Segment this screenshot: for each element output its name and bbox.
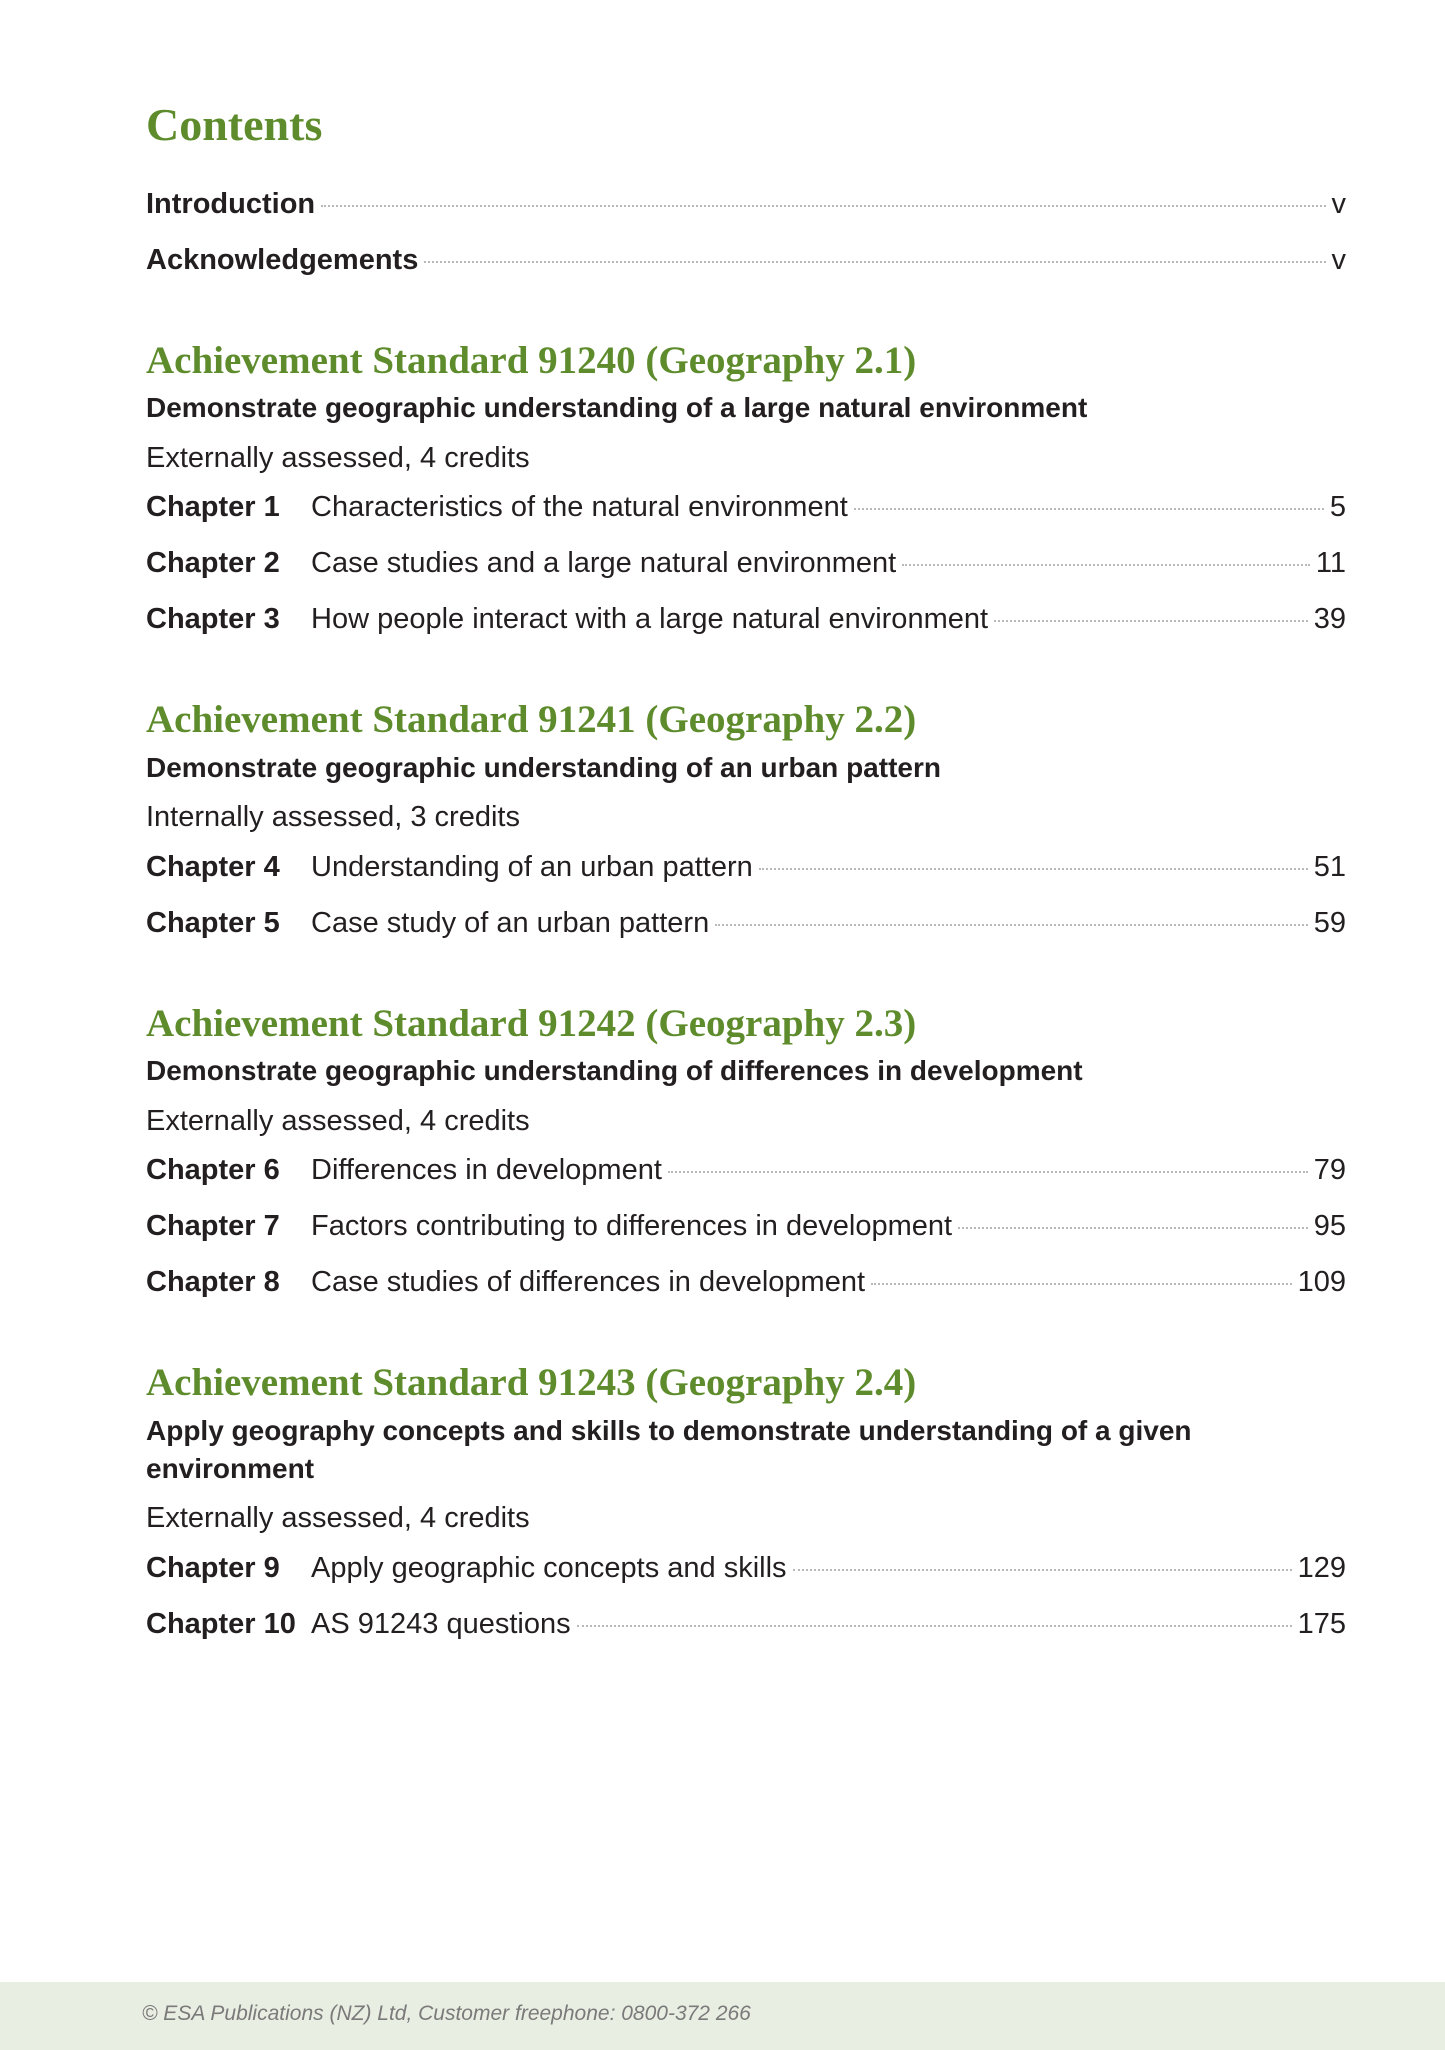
standard-heading: Achievement Standard 91241 (Geography 2.2) — [146, 698, 917, 742]
toc-entry-introduction[interactable] — [146, 187, 1346, 243]
chapter-title: Case studies of differences in development — [311, 1266, 866, 1299]
footer-band — [0, 1982, 1445, 2050]
dot-leader — [321, 205, 1325, 207]
standard-section-91242 — [146, 1002, 1346, 1322]
toc-page-number: 109 — [1297, 1266, 1346, 1299]
chapter-title: Apply geographic concepts and skills — [311, 1551, 787, 1584]
standard-section-91243 — [146, 1361, 1346, 1663]
dot-leader — [715, 924, 1308, 926]
dot-leader — [854, 508, 1324, 510]
dot-leader — [958, 1227, 1308, 1229]
toc-entry-chapter-9[interactable] — [146, 1551, 1346, 1607]
toc-entry-chapter-10[interactable] — [146, 1607, 1346, 1663]
chapter-label: Chapter 1 — [146, 491, 280, 524]
chapter-title: How people interact with a large natural environment — [311, 603, 989, 636]
page-title: Contents — [146, 99, 323, 150]
dot-leader — [994, 620, 1308, 622]
toc-entry-chapter-5[interactable] — [146, 906, 1346, 962]
standard-description: Demonstrate geographic understanding of differences in development — [146, 1055, 1083, 1087]
standard-assessment: Externally assessed, 4 credits — [146, 441, 530, 474]
standard-heading: Achievement Standard 91240 (Geography 2.1) — [146, 338, 917, 382]
chapter-title: Case studies and a large natural environment — [311, 547, 897, 580]
dot-leader — [871, 1283, 1292, 1285]
toc-entry-acknowledgements[interactable] — [146, 243, 1346, 299]
chapter-label: Chapter 10 — [146, 1607, 296, 1640]
toc-page-number: 59 — [1313, 906, 1346, 939]
dot-leader — [424, 261, 1325, 263]
standard-heading: Achievement Standard 91243 (Geography 2.4) — [146, 1361, 917, 1405]
dot-leader — [759, 868, 1308, 870]
standard-heading: Achievement Standard 91242 (Geography 2.3) — [146, 1001, 917, 1045]
toc-entry-chapter-1[interactable] — [146, 490, 1346, 546]
standard-assessment: Externally assessed, 4 credits — [146, 1104, 530, 1137]
chapter-label: Chapter 5 — [146, 906, 280, 939]
chapter-title: AS 91243 questions — [311, 1607, 571, 1640]
toc-entry-chapter-6[interactable] — [146, 1153, 1346, 1209]
toc-page-number: v — [1331, 187, 1346, 220]
chapter-label: Chapter 9 — [146, 1551, 280, 1584]
toc-entry-chapter-8[interactable] — [146, 1265, 1346, 1321]
toc-page-number: 39 — [1313, 603, 1346, 636]
toc-entry-label: Introduction — [146, 187, 316, 220]
toc-page-number: v — [1331, 243, 1346, 276]
chapter-title: Factors contributing to differences in development — [311, 1210, 953, 1243]
dot-leader — [902, 564, 1310, 566]
toc-page-number: 175 — [1297, 1607, 1346, 1640]
standard-assessment: Externally assessed, 4 credits — [146, 1502, 530, 1535]
front-matter-list — [146, 187, 1346, 299]
contents-page — [146, 100, 1346, 1663]
toc-page-number: 11 — [1315, 547, 1346, 580]
dot-leader — [577, 1625, 1292, 1627]
toc-page-number: 5 — [1329, 491, 1346, 524]
toc-entry-chapter-2[interactable] — [146, 546, 1346, 602]
chapter-label: Chapter 6 — [146, 1154, 280, 1187]
chapter-title: Differences in development — [311, 1154, 662, 1187]
chapter-label: Chapter 3 — [146, 603, 280, 636]
toc-entry-label: Acknowledgements — [146, 243, 419, 276]
toc-page-number: 129 — [1297, 1551, 1346, 1584]
chapter-title: Case study of an urban pattern — [311, 906, 710, 939]
toc-entry-chapter-3[interactable] — [146, 602, 1346, 658]
toc-page-number: 95 — [1313, 1210, 1346, 1243]
chapter-label: Chapter 2 — [146, 547, 280, 580]
chapter-label: Chapter 7 — [146, 1210, 280, 1243]
toc-page-number: 79 — [1313, 1154, 1346, 1187]
standard-description: Demonstrate geographic understanding of a large natural environment — [146, 392, 1088, 424]
standard-assessment: Internally assessed, 3 credits — [146, 801, 520, 834]
toc-page-number: 51 — [1313, 850, 1346, 883]
toc-entry-chapter-4[interactable] — [146, 850, 1346, 906]
chapter-label: Chapter 4 — [146, 850, 280, 883]
standard-description: Apply geography concepts and skills to demonstrate understanding of a given environment — [146, 1414, 1192, 1485]
footer-copyright: © ESA Publications (NZ) Ltd, Customer freephone: 0800-372 266 — [142, 2002, 751, 2025]
chapter-title: Understanding of an urban pattern — [311, 850, 753, 883]
chapter-label: Chapter 8 — [146, 1266, 280, 1299]
chapter-title: Characteristics of the natural environment — [311, 491, 848, 524]
dot-leader — [793, 1569, 1292, 1571]
standard-section-91241 — [146, 698, 1346, 962]
standard-description: Demonstrate geographic understanding of an urban pattern — [146, 751, 941, 783]
standard-section-91240 — [146, 339, 1346, 659]
toc-entry-chapter-7[interactable] — [146, 1209, 1346, 1265]
dot-leader — [668, 1171, 1308, 1173]
